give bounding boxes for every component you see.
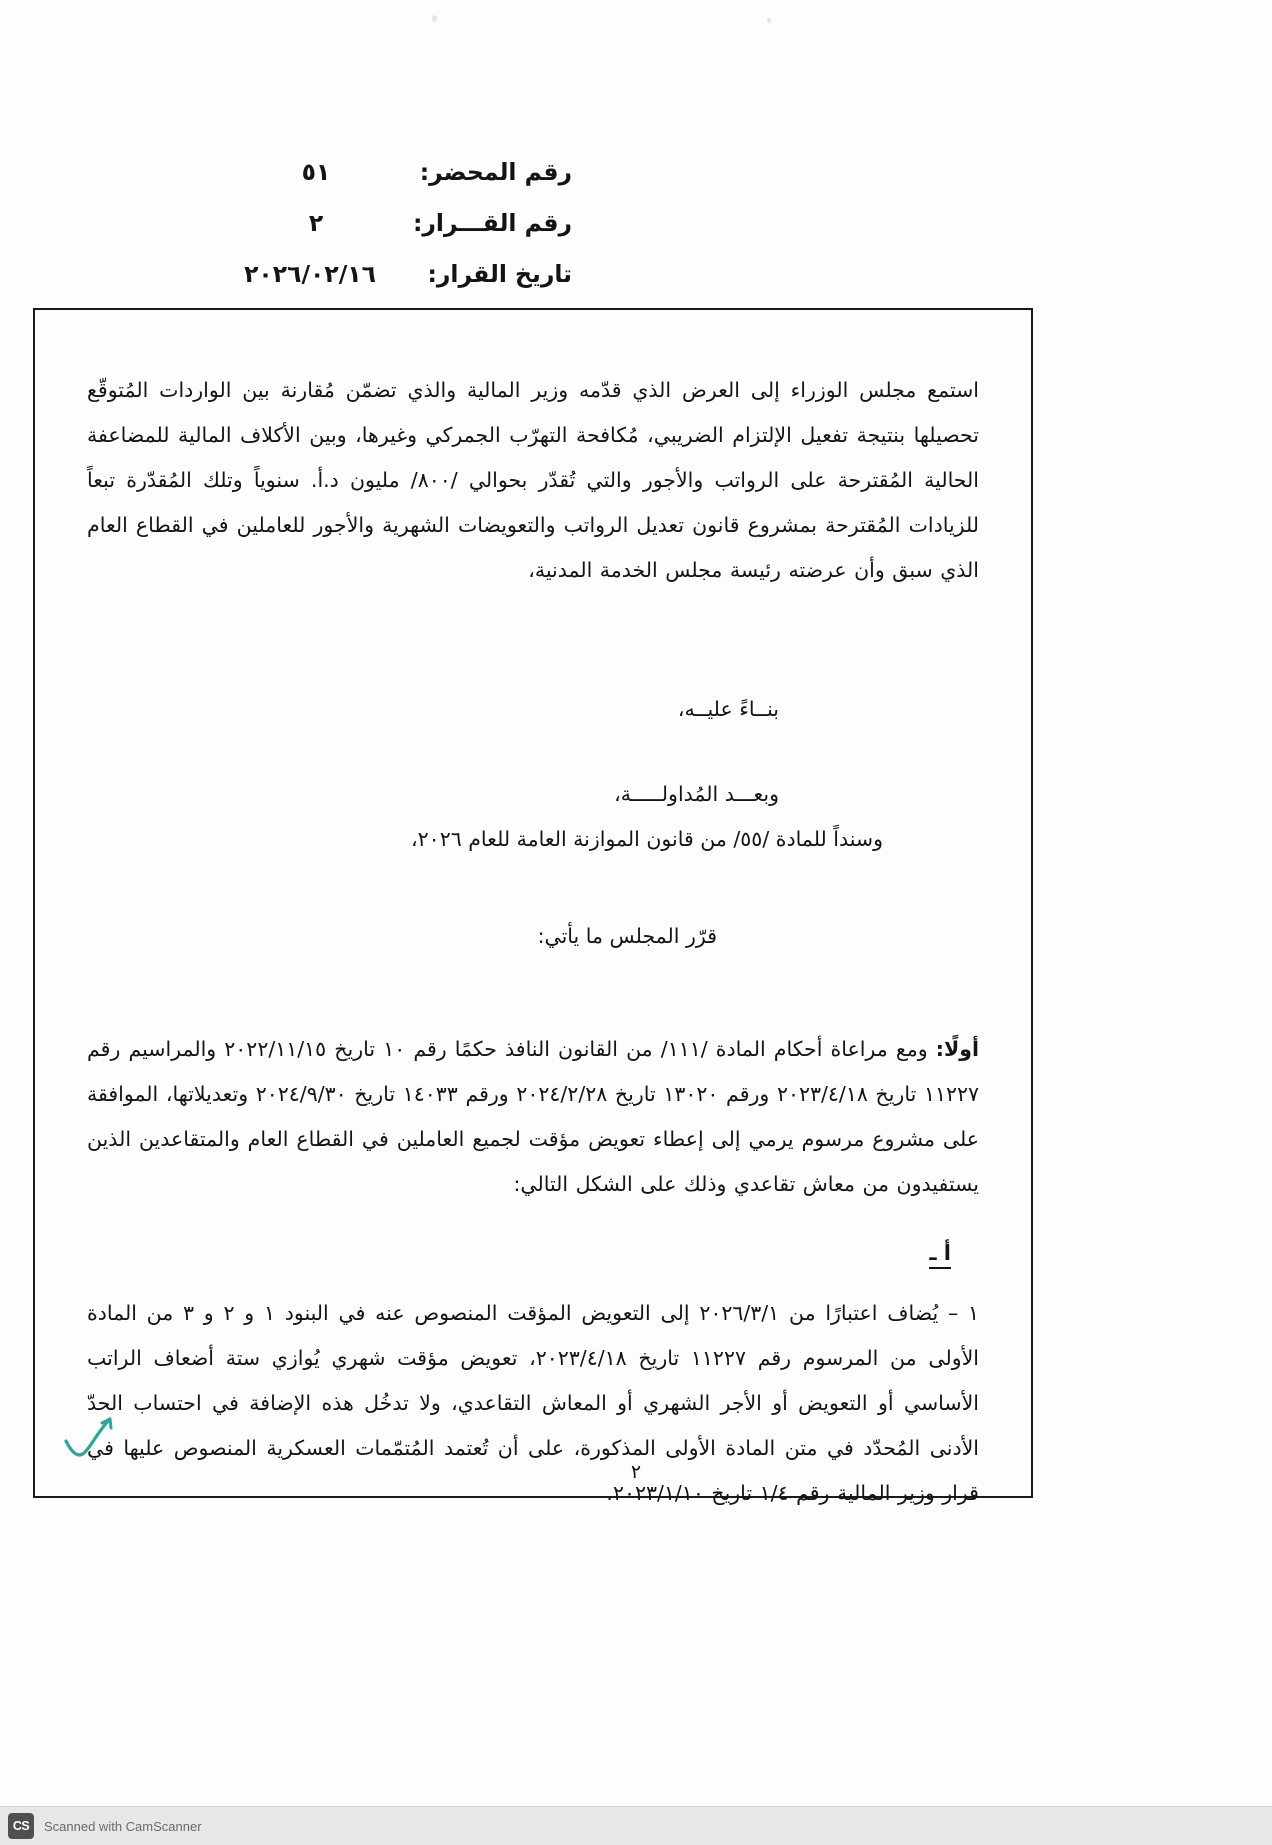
spacer [87, 959, 979, 1021]
decision-date-value: ٢٠٢٦/٠٢/١٦ [244, 260, 376, 288]
scan-speck [432, 15, 437, 22]
minutes-number-row [152, 158, 572, 186]
item-one-paragraph: ١ – يُضاف اعتبارًا من ٢٠٢٦/٣/١ إلى التعويض المؤقت المنصوص عنه في البنود ١ و ٢ و ٣ من المادة الأولى من المرسوم رقم ١١٢٢٧ تاريخ ٢٠٢٣/٤/١٨، تعويض مؤقت شهري يُوازي ستة أضعاف الراتب الأساسي أو التعويض أو الأجر الشهري أو المعاش التقاعدي، ولا تدخُل هذه الإضافة في احتساب الحدّ الأدنى المُحدّد في متن المادة الأولى المذكورة، على أن تُعتمد المُتمّمات العسكرية المنصوص عليها في قرار وزير المالية رقم ١/٤ تاريخ ٢٠٢٣/١/١٠. [87, 1301, 980, 1505]
decision-number-value: ٢ [308, 209, 324, 237]
camscanner-watermark-text: Scanned with CamScanner [44, 1818, 202, 1834]
scan-speck [767, 18, 771, 23]
camscanner-logo-icon: CS [8, 1813, 34, 1839]
document-body-frame [33, 308, 1033, 1505]
article-one-label: أولًا: [935, 1037, 979, 1061]
spacer [87, 862, 979, 914]
article-one-text: ومع مراعاة أحكام المادة /١١١/ من القانون النافذ حكمًا رقم ١٠ تاريخ ٢٠٢٢/١١/١٥ والمراسيم رقم ١١٢٢٧ تاريخ ٢٠٢٣/٤/١٨ ورقم ١٣٠٢٠ تاريخ ٢٠٢٤/٢/٢٨ ورقم ١٤٠٣٣ تاريخ ٢٠٢٤/٩/٣٠ وتعديلاتها، الموافقة على مشروع مرسوم يرمي إلى إعطاء تعويض مؤقت لجميع العاملين في القطاع العام والمتقاعدين الذين يستفيدون من معاش تقاعدي وذلك على الشكل التالي: [87, 1037, 979, 1196]
spacer [87, 647, 979, 687]
minutes-number-label: رقم المحضر: [419, 158, 572, 186]
decided-line: قرّر المجلس ما يأتي: [537, 924, 717, 948]
decision-number-row [152, 209, 572, 237]
spacer [87, 732, 979, 772]
legal-basis-line: وسنداً للمادة /٥٥/ من قانون الموازنة العامة للعام ٢٠٢٦، [411, 827, 883, 851]
camscanner-footer [0, 1806, 1272, 1845]
decision-number-label: رقم القـــرار: [412, 209, 572, 237]
article-one-paragraph [87, 1027, 979, 1207]
preamble-paragraph: استمع مجلس الوزراء إلى العرض الذي قدّمه وزير المالية والذي تضمّن مُقارنة بين الواردات المُتوقّع تحصيلها بنتيجة تفعيل الإلتزام الضريبي، مُكافحة التهرّب الجمركي وغيرها، وبين الأكلاف المالية للمضاعفة الحالية المُقترحة على الرواتب والأجور والتي تُقدّر بحوالي /٨٠٠/ مليون د.أ. سنوياً وتلك المُقدّرة تبعاً للزيادات المُقترحة بمشروع قانون تعديل الرواتب والتعويضات الشهرية والأجور للعاملين في القطاع العام الذي سبق وأن عرضته رئيسة مجلس الخدمة المدنية، [87, 378, 979, 582]
deliberation-line: وبعـــد المُداولـــــة، [614, 782, 779, 806]
decision-date-label: تاريخ القرار: [427, 260, 572, 288]
minutes-number-value: ٥١ [301, 158, 331, 186]
subsection-a-marker: أ ـ [87, 1241, 979, 1265]
document-body [35, 310, 1031, 1505]
document-header [152, 158, 572, 311]
page-number: ٢ [630, 1461, 642, 1483]
decision-date-row [152, 260, 572, 288]
based-on-line: بنــاءً عليــه، [677, 697, 779, 721]
